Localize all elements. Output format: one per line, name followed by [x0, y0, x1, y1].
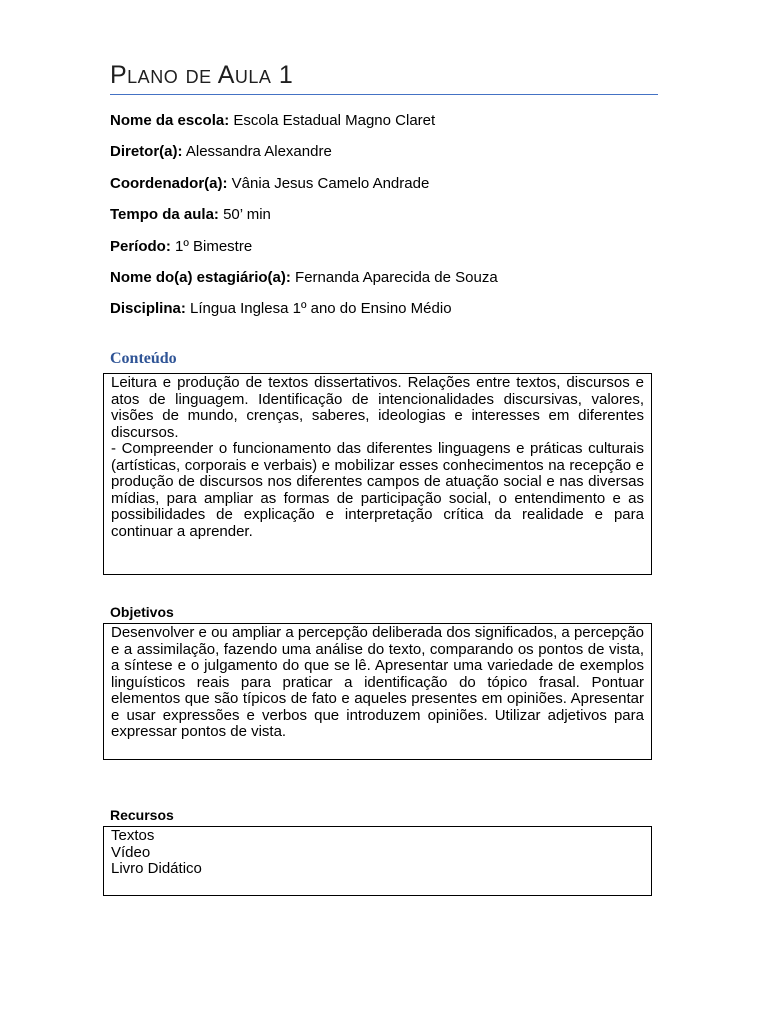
page-title: Plano de Aula 1: [110, 58, 658, 95]
info-value: Língua Inglesa 1º ano do Ensino Médio: [190, 300, 452, 318]
info-row-duration: [110, 205, 670, 224]
info-label: Tempo da aula:: [110, 206, 219, 224]
info-row-intern: [110, 268, 670, 287]
info-value: 50’ min: [223, 206, 271, 224]
list-item: Vídeo: [111, 843, 151, 861]
info-label: Nome da escola:: [110, 112, 230, 129]
recursos-heading: Recursos: [110, 807, 174, 823]
conteudo-paragraph: Leitura e produção de textos dissertativos. Relações entre textos, discursos e atos de linguagem. Identificação de intencionalidades discursivas, valores, visões de mundo, crenças, saberes, ideologias e interesses em diferentes discursos.: [111, 374, 644, 441]
objetivos-heading: Objetivos: [110, 604, 174, 620]
objetivos-box: [103, 623, 652, 760]
info-label: Nome do(a) estagiário(a):: [110, 268, 291, 286]
recursos-box: [103, 826, 652, 896]
info-label: Disciplina:: [110, 300, 186, 318]
info-label: Coordenador(a):: [110, 174, 228, 192]
info-value: 1º Bimestre: [175, 237, 253, 255]
list-item: Textos: [111, 827, 155, 844]
info-value: Escola Estadual Magno Claret: [233, 112, 436, 129]
conteudo-box: [103, 373, 652, 575]
info-row-subject: [110, 299, 670, 318]
info-row-coordinator: [110, 174, 670, 193]
conteudo-heading: Conteúdo: [110, 350, 177, 367]
info-row-period: [110, 237, 670, 256]
info-row-director: [110, 142, 670, 161]
info-row-school: [110, 111, 670, 130]
conteudo-paragraph: - Compreender o funcionamento das diferentes linguagens e práticas culturais (artísticas, corporais e verbais) e mobilizar esses conhecimentos na recepção e produção de discursos nos diferentes campos de atuação social e nas diversas mídias, para ampliar as formas de participação social, o entendimento e as possibilidades de explicação e interpretação crítica da realidade e para continuar a aprender.: [111, 440, 644, 540]
info-value: Vânia Jesus Camelo Andrade: [231, 174, 430, 192]
info-value: Alessandra Alexandre: [185, 143, 332, 161]
info-value: Fernanda Aparecida de Souza: [295, 268, 498, 286]
info-label: Diretor(a):: [110, 143, 183, 161]
list-item: Livro Didático: [111, 860, 202, 877]
objetivos-text: Desenvolver e ou ampliar a percepção deliberada dos significados, a percepção e a assimilação, fazendo uma análise do texto, comparando os pontos de vista, a síntese e o julgamento do que se lê. Apresentar uma variedade de exemplos linguísticos reais para praticar a identificação do tópico frasal. Pontuar elementos que são típicos de fato e aqueles presentes em opiniões. Apresentar e usar expressões e verbos que introduzem opiniões. Utilizar adjetivos para expressar pontos de vista.: [111, 624, 644, 740]
info-label: Período:: [110, 237, 171, 255]
lesson-info: [110, 111, 670, 331]
